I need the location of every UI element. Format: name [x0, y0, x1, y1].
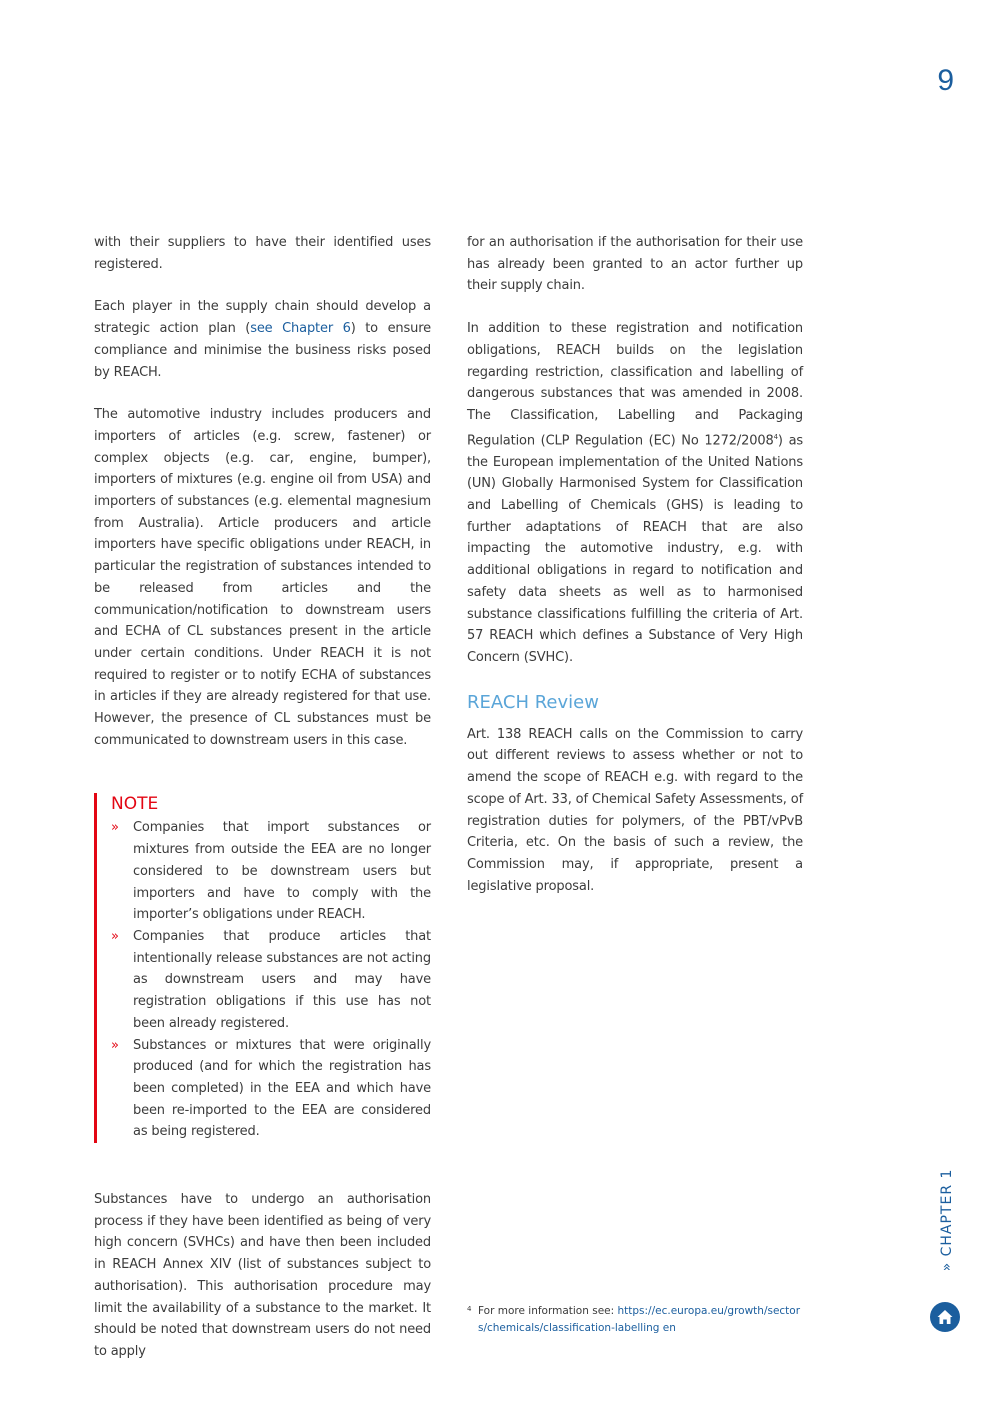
home-icon	[936, 1308, 954, 1326]
footnote-number: 4	[467, 1305, 472, 1313]
chevron-right-icon: »	[111, 1037, 119, 1053]
paragraph: with their suppliers to have their identified uses registered.	[94, 235, 431, 272]
chapter-tab[interactable]	[937, 1160, 957, 1280]
note-title: NOTE	[111, 794, 159, 815]
left-column	[94, 232, 431, 1384]
chevron-right-icon: »	[111, 820, 119, 836]
home-button[interactable]	[930, 1302, 960, 1332]
footnote	[467, 1303, 803, 1337]
chapter-6-link[interactable]: see Chapter 6	[250, 321, 351, 337]
paragraph: for an authorisation if the authorisation for their use has already been granted to an actor further up their supply chain.	[467, 235, 803, 294]
note-item-text: Companies that produce articles that intentionally release substances are not acting as downstream users and may have registration obligations if this use has not been already registered.	[133, 928, 431, 1031]
paragraph: The automotive industry includes producers and importers of articles (e.g. screw, fastener) or complex objects (e.g. car, engine, bumper), importers of mixtures (e.g. engine oil from USA) and importers of substances (e.g. elemental magnesium from Australia). Article producers and article importers have specific obligations under REACH, in particular the registration of substances intended to be released from articles and the communication/notification to downstream users and ECHA of CL substances present in the article under certain conditions. Under REACH it is not required to register or to notify ECHA of substances in articles if they are already registered for that use. However, the presence of CL substances must be communicated to downstream users in this case.	[94, 407, 431, 748]
paragraph: Substances have to undergo an authorisation process if they have been identified as being of very high concern (SVHCs) and have then been included in REACH Annex XIV (list of substances subject to authorisation). This authorisation procedure may limit the availability of a substance to the market. It should be noted that downstream users do not need to apply	[94, 1192, 431, 1359]
section-heading: REACH Review	[467, 691, 599, 713]
chapter-label[interactable]: » CHAPTER 1	[939, 1168, 955, 1272]
paragraph: Art. 138 REACH calls on the Commission to carry out different reviews to assess whether or not to amend the scope of REACH e.g. with regard to the scope of Art. 33, of Chemical Safety Assessments, of registration duties for polymers, of the PBT/vPvB Criteria, etc. On the basis of such a review, the Commission may, if appropriate, present a legislative proposal.	[467, 726, 803, 894]
footnote-ref: 4	[773, 432, 778, 441]
footnote-text: For more information see:	[478, 1305, 618, 1317]
page-number: 9	[937, 64, 954, 97]
note-item-text: Substances or mixtures that were originally produced (and for which the registration has been completed) in the EEA and which have been re-imported to the EEA are considered as being registered.	[133, 1037, 431, 1140]
text: ) as the European implementation of the United Nations (UN) Globally Harmonised System for Classification and Labelling of Chemicals (GHS) is leading to further adaptations of REACH that are also impacting the automotive industry, e.g. with additional obligations in regard to notification and safety data sheets as well as to harmonised substance classifications fulfilling the criteria of Art. 57 REACH which defines a Substance of Very High Concern (SVHC).	[467, 432, 804, 665]
text: In addition to these registration and notification obligations, REACH builds on the legislation regarding restriction, classification and labelling of dangerous substances that was amended in 2008. The Classification, Labelling and Packaging Regulation (CLP Regulation (EC) No 1272/2008	[467, 321, 803, 448]
note-box	[94, 793, 431, 1143]
note-item	[111, 1035, 431, 1144]
paragraph	[94, 296, 431, 383]
note-item	[111, 817, 431, 926]
chevron-right-icon: »	[111, 928, 119, 944]
text: Each player in the supply chain should develop a strategic action plan (	[94, 299, 431, 337]
text: ) to ensure compliance and minimise the business risks posed by REACH.	[94, 321, 431, 380]
right-column	[467, 232, 803, 918]
footnote-link[interactable]: https://ec.europa.eu/growth/sectors/chemicals/classification-labelling en	[478, 1305, 801, 1334]
note-item-text: Companies that import substances or mixtures from outside the EEA are no longer considered to be downstream users but importers and have to comply with the importer’s obligations under REACH.	[133, 820, 431, 923]
note-item	[111, 926, 431, 1035]
paragraph	[467, 318, 803, 669]
